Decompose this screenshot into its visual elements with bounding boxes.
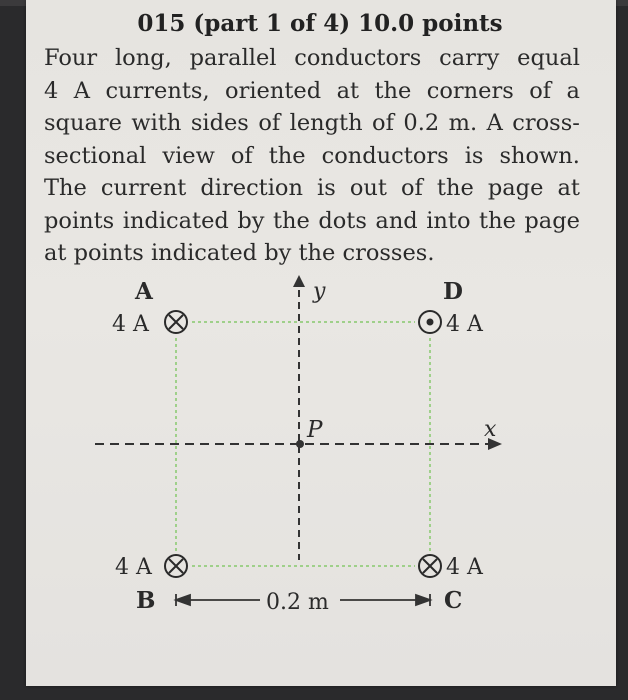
conductor-b-cross-icon <box>165 555 187 577</box>
conductor-d-dot-icon <box>419 311 441 333</box>
statement-line-2: 4 A currents, oriented at the corners of a <box>44 77 580 104</box>
side-length-label: 0.2 m <box>266 590 329 615</box>
statement-line-3: square with sides of length of 0.2 m. A cross- <box>44 110 580 136</box>
conductor-b-current: 4 A <box>115 555 152 580</box>
point-p-label: P <box>307 417 323 443</box>
y-axis-label: y <box>313 279 326 304</box>
statement-line-6: points indicated by the dots and into the page <box>44 207 580 234</box>
conductor-b-label: B <box>136 587 156 614</box>
point-p-marker <box>296 440 304 448</box>
conductor-d-current: 4 A <box>446 312 483 337</box>
statement-line-4: sectional view of the conductors is shown. <box>44 142 580 169</box>
statement-line-5: The current direction is out of the page at <box>44 175 580 201</box>
conductor-c-current: 4 A <box>446 555 483 580</box>
conductor-a-current: 4 A <box>112 312 149 337</box>
conductor-c-cross-icon <box>419 555 441 577</box>
conductor-d-label: D <box>443 278 463 305</box>
problem-header: 015 (part 1 of 4) 10.0 points <box>137 10 503 37</box>
statement-line-1: Four long, parallel conductors carry equal <box>44 45 580 71</box>
statement-line-7: at points indicated by the crosses. <box>44 240 435 266</box>
x-axis-label: x <box>484 417 497 442</box>
y-axis <box>293 275 305 560</box>
conductor-a-label: A <box>135 278 153 305</box>
conductor-a-cross-icon <box>165 311 187 333</box>
conductor-c-label: C <box>444 587 463 614</box>
